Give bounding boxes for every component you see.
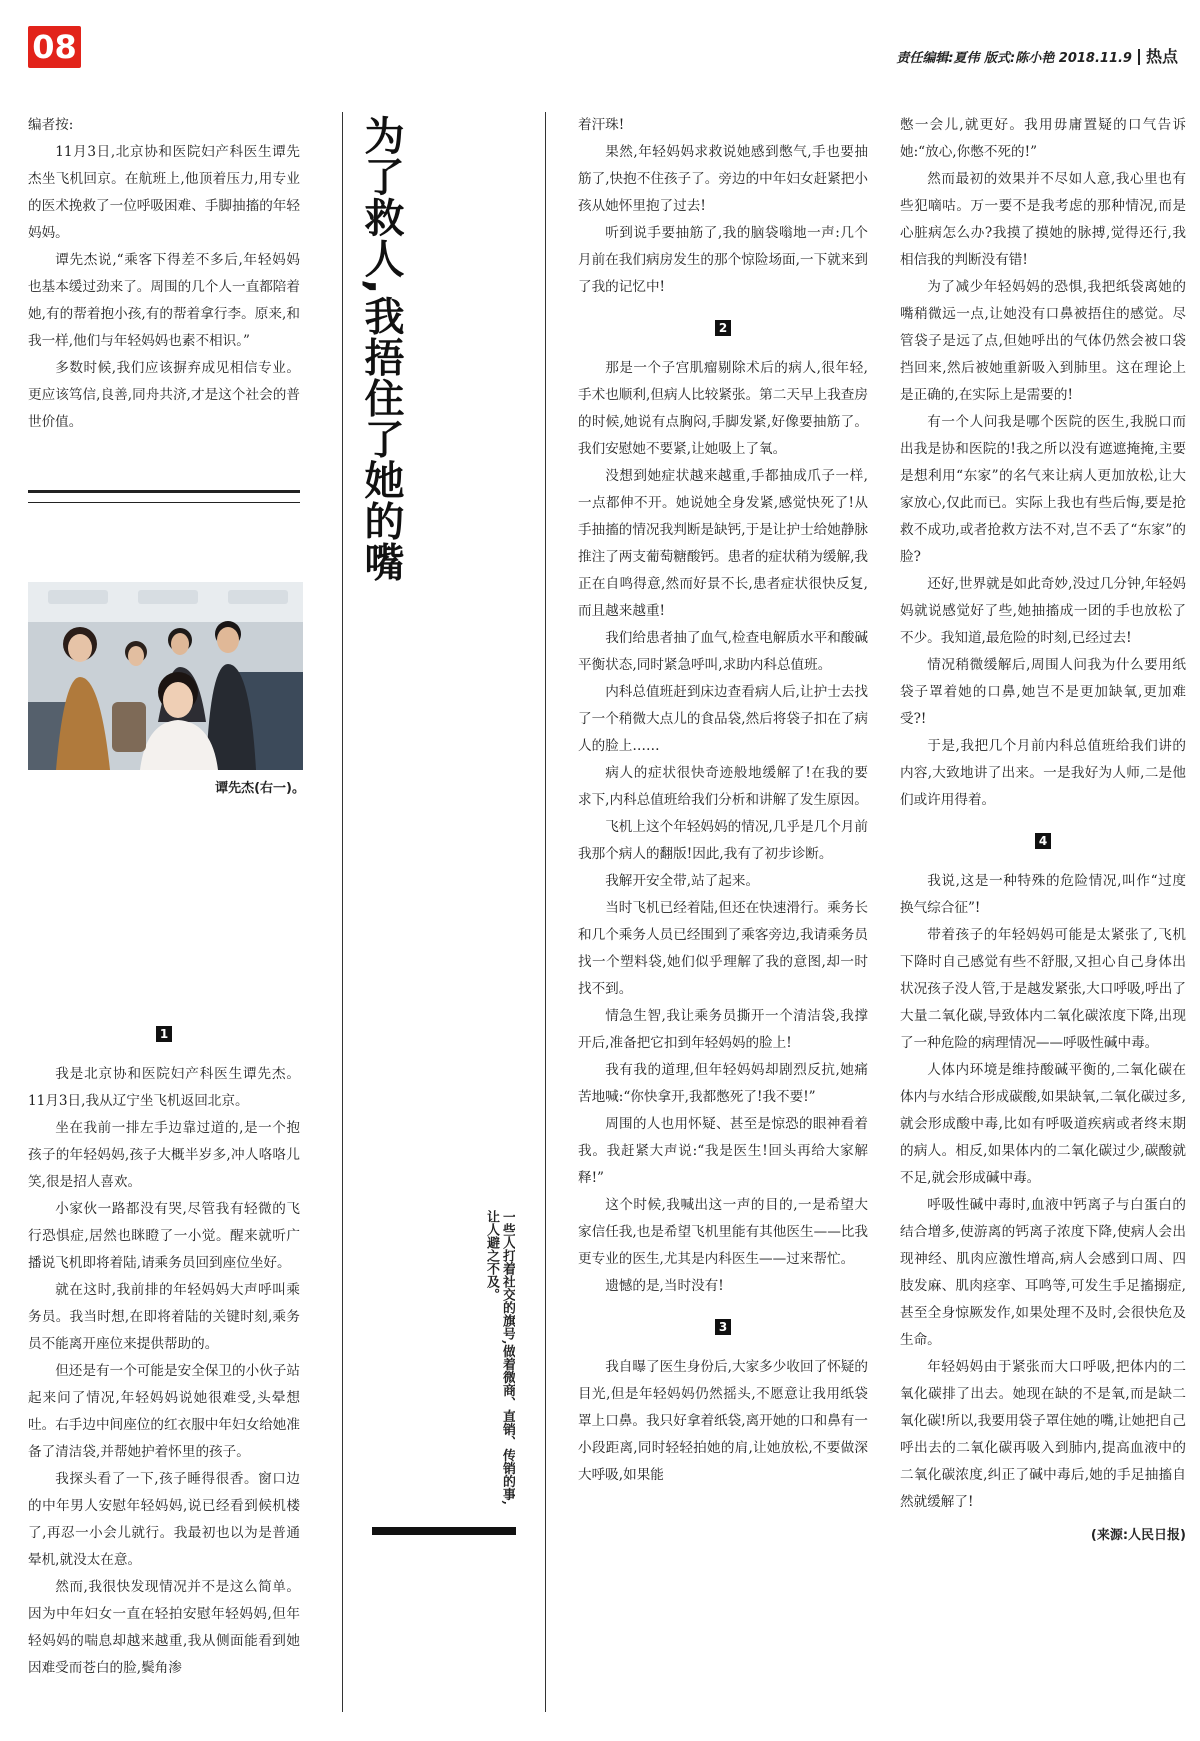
layout-credit: 版式:陈小艳	[984, 51, 1055, 66]
issue-date: 2018.11.9	[1058, 51, 1132, 66]
double-rule-divider	[28, 490, 300, 503]
article-paragraph: 内科总值班赶到床边查看病人后,让护士去找了一个稍微大点儿的食品袋,然后将袋子扣在了病人的脸上……	[578, 684, 868, 754]
article-paragraph: 我自曝了医生身份后,大家多少收回了怀疑的目光,但是年轻妈妈仍然摇头,不愿意让我用纸袋罩上口鼻。我只好拿着纸袋,离开她的口和鼻有一小段距离,同时轻轻拍她的肩,让她放松,不要做深大呼吸,如果能	[578, 1359, 868, 1483]
section-number-4	[900, 814, 1186, 868]
article-paragraph: 年轻妈妈由于紧张而大口呼吸,把体内的二氧化碳排了出去。她现在缺的不是氧,而是缺二氧化碳!所以,我要用袋子罩住她的嘴,让她把自己呼出去的二氧化碳再吸入到肺内,提高血液中的二氧化碳浓度,纠正了碱中毒后,她的手足抽搐自然就缓解了!	[900, 1359, 1186, 1510]
article-paragraph: 果然,年轻妈妈求救说她感到憋气,手也要抽筋了,快抱不住孩子了。旁边的中年妇女赶紧把小孩从她怀里抱了过去!	[578, 144, 868, 214]
photo-illustration	[28, 582, 303, 770]
article-paragraph: 当时飞机已经着陆,但还在快速滑行。乘务长和几个乘务人员已经围到了乘客旁边,我请乘务员找一个塑料袋,她们似乎理解了我的意图,却一时找不到。	[578, 900, 868, 997]
article-paragraph: 然而最初的效果并不尽如人意,我心里也有些犯嘀咕。万一要不是我考虑的那种情况,而是心脏病怎么办?我摸了摸她的脉搏,觉得还行,我相信我的判断没有错!	[900, 171, 1186, 268]
article-column-3	[900, 112, 1186, 1549]
article-paragraph: 没想到她症状越来越重,手都抽成爪子一样,一点都伸不开。她说她全身发紧,感觉快死了!从手抽搐的情况我判断是缺钙,于是让护士给她静脉推注了两支葡萄糖酸钙。患者的症状稍为缓解,我正在自鸣得意,然而好景不长,患者症状很快反复,而且越来越重!	[578, 468, 868, 619]
editor-note	[28, 112, 300, 436]
article-column-2	[578, 112, 868, 1489]
article-paragraph: 人体内环境是维持酸碱平衡的,二氧化碳在体内与水结合形成碳酸,如果缺氧,二氧化碳过多,就会形成酸中毒,比如有呼吸道疾病或者终末期的病人。相反,如果体内的二氧化碳过少,碳酸就不足,就会形成碱中毒。	[900, 1062, 1186, 1186]
article-paragraph: 飞机上这个年轻妈妈的情况,几乎是几个月前我那个病人的翻版!因此,我有了初步诊断。	[578, 819, 868, 862]
article-paragraph: 小家伙一路都没有哭,尽管我有轻微的飞行恐惧症,居然也眯瞪了一小觉。醒来就听广播说飞机即将着陆,请乘务员回到座位坐好。	[28, 1201, 300, 1271]
article-paragraph: 情急生智,我让乘务员撕开一个清洁袋,我撑开后,准备把它扣到年轻妈妈的脸上!	[578, 1008, 868, 1051]
section-name: 热点	[1145, 47, 1178, 66]
article-paragraph: 情况稍微缓解后,周围人问我为什么要用纸袋子罩着她的口鼻,她岂不是更加缺氧,更加难受?!	[900, 657, 1186, 727]
article-paragraph: 我是北京协和医院妇产科医生谭先杰。11月3日,我从辽宁坐飞机返回北京。	[28, 1066, 300, 1109]
page-number-badge: 08	[28, 26, 81, 68]
article-paragraph: 我们给患者抽了血气,检查电解质水平和酸碱平衡状态,同时紧急呼叫,求助内科总值班。	[578, 630, 868, 673]
article-paragraph: 遗憾的是,当时没有!	[605, 1278, 724, 1294]
editor-note-paragraph: 多数时候,我们应该摒弃成见相信专业。更应该笃信,良善,同舟共济,才是这个社会的普世价值。	[28, 360, 300, 430]
article-paragraph: 听到说手要抽筋了,我的脑袋嗡地一声:几个月前在我们病房发生的那个惊险场面,一下就来到了我的记忆中!	[578, 225, 868, 295]
section-number-3	[578, 1300, 868, 1354]
article-paragraph: 这个时候,我喊出这一声的目的,一是希望大家信任我,也是希望飞机里能有其他医生——比我更专业的医生,尤其是内科医生——过来帮忙。	[578, 1197, 868, 1267]
article-paragraph: 还好,世界就是如此奇妙,没过几分钟,年轻妈妈就说感觉好了些,她抽搐成一团的手也放松了不少。我知道,最危险的时刻,已经过去!	[900, 576, 1186, 646]
section-number-badge: 1	[156, 1026, 172, 1042]
article-paragraph: 憋一会儿,就更好。我用毋庸置疑的口气告诉她:“放心,你憋不死的!”	[900, 117, 1186, 160]
article-paragraph: 坐在我前一排左手边靠过道的,是一个抱孩子的年轻妈妈,孩子大概半岁多,冲人咯咯儿笑,很是招人喜欢。	[28, 1120, 300, 1190]
article-paragraph: 就在这时,我前排的年轻妈妈大声呼叫乘务员。我当时想,在即将着陆的关键时刻,乘务员不能离开座位来提供帮助的。	[28, 1282, 300, 1352]
article-column-1	[28, 1007, 300, 1682]
editor-note-paragraph: 谭先杰说,“乘客下得差不多后,年轻妈妈也基本缓过劲来了。周围的几个人一直都陪着她,有的帮着抱小孩,有的帮着拿行李。原来,和我一样,他们与年轻妈妈也素不相识。”	[28, 252, 300, 349]
article-paragraph: 周围的人也用怀疑、甚至是惊恐的眼神看着我。我赶紧大声说:“我是医生!回头再给大家解释!”	[578, 1116, 868, 1186]
article-title: 为了救人,我捂住了她的嘴	[358, 115, 404, 583]
article-paragraph: 但还是有一个可能是安全保卫的小伙子站起来问了情况,年轻妈妈说她很难受,头晕想吐。右手边中间座位的红衣服中年妇女给她准备了清洁袋,并帮她护着怀里的孩子。	[28, 1363, 300, 1460]
article-photo	[28, 582, 303, 770]
article-paragraph: 带着孩子的年轻妈妈可能是太紧张了,飞机下降时自己感觉有些不舒服,又担心自己身体出状况孩子没人管,于是越发紧张,大口呼吸,呼出了大量二氧化碳,导致体内二氧化碳浓度下降,出现了一种危险的病理情况——呼吸性碱中毒。	[900, 927, 1186, 1051]
editor-note-paragraph: 11月3日,北京协和医院妇产科医生谭先杰坐飞机回京。在航班上,他顶着压力,用专业的医术挽救了一位呼吸困难、手脚抽搐的年轻妈妈。	[28, 144, 300, 241]
article-paragraph: 呼吸性碱中毒时,血液中钙离子与白蛋白的结合增多,使游离的钙离子浓度下降,使病人会出现神经、肌肉应激性增高,病人会感到口周、四肢发麻、肌肉痉挛、耳鸣等,可发生手足搐搦症,甚至全身惊厥发作,如果处理不及时,会很快危及生命。	[900, 1197, 1186, 1348]
section-number-2	[578, 301, 868, 355]
section-number-badge: 3	[715, 1319, 731, 1335]
section-number-badge: 4	[1035, 833, 1051, 849]
section-number-badge: 2	[715, 320, 731, 336]
article-paragraph: 有一个人问我是哪个医院的医生,我脱口而出我是协和医院的!我之所以没有遮遮掩掩,主要是想利用“东家”的名气来让病人更加放松,让大家放心,仅此而已。实际上我也有些后悔,要是抢救不成功,或者抢救方法不对,岂不丢了“东家”的脸?	[900, 414, 1186, 565]
editor-note-label: 编者按:	[28, 117, 74, 133]
header-separator	[1138, 49, 1140, 65]
header-info	[896, 44, 1178, 67]
article-source: (来源:人民日报)	[1090, 1528, 1186, 1543]
section-number-1	[28, 1007, 300, 1061]
article-paragraph: 我探头看了一下,孩子睡得很香。窗口边的中年男人安慰年轻妈妈,说已经看到候机楼了,再忍一小会儿就行。我最初也以为是普通晕机,就没太在意。	[28, 1471, 300, 1568]
article-paragraph: 着汗珠!	[578, 117, 625, 133]
editor-credit: 责任编辑:夏伟	[896, 51, 980, 66]
side-note: 一些人打着社交的旗号,做着微商、直销、传销的事,让人避之不及。	[484, 1210, 515, 1506]
column-divider	[545, 112, 546, 1712]
column-divider	[342, 112, 343, 1712]
photo-caption: 谭先杰(右一)。	[215, 781, 305, 796]
article-paragraph: 然而,我很快发现情况并不是这么简单。因为中年妇女一直在轻拍安慰年轻妈妈,但年轻妈妈的喘息却越来越重,我从侧面能看到她因难受而苍白的脸,鬓角渗	[28, 1579, 300, 1676]
article-paragraph: 我有我的道理,但年轻妈妈却剧烈反抗,她痛苦地喊:“你快拿开,我都憋死了!我不要!”	[578, 1062, 868, 1105]
article-paragraph: 为了减少年轻妈妈的恐惧,我把纸袋离她的嘴稍微远一点,让她没有口鼻被捂住的感觉。尽管袋子是远了点,但她呼出的气体仍然会被口袋挡回来,然后被她重新吸入到肺里。这在理论上是正确的,在实际上是需要的!	[900, 279, 1186, 403]
article-paragraph: 病人的症状很快奇迹般地缓解了!在我的要求下,内科总值班给我们分析和讲解了发生原因。	[578, 765, 868, 808]
article-paragraph: 那是一个子宫肌瘤剔除术后的病人,很年轻,手术也顺利,但病人比较紧张。第二天早上我查房的时候,她说有点胸闷,手脚发紧,好像要抽筋了。我们安慰她不要紧,让她吸上了氧。	[578, 360, 868, 457]
side-note-bar	[372, 1527, 516, 1535]
article-paragraph: 于是,我把几个月前内科总值班给我们讲的内容,大致地讲了出来。一是我好为人师,二是他们或许用得着。	[900, 738, 1186, 808]
article-paragraph: 我解开安全带,站了起来。	[605, 873, 760, 889]
article-paragraph: 我说,这是一种特殊的危险情况,叫作“过度换气综合征”!	[900, 873, 1186, 916]
